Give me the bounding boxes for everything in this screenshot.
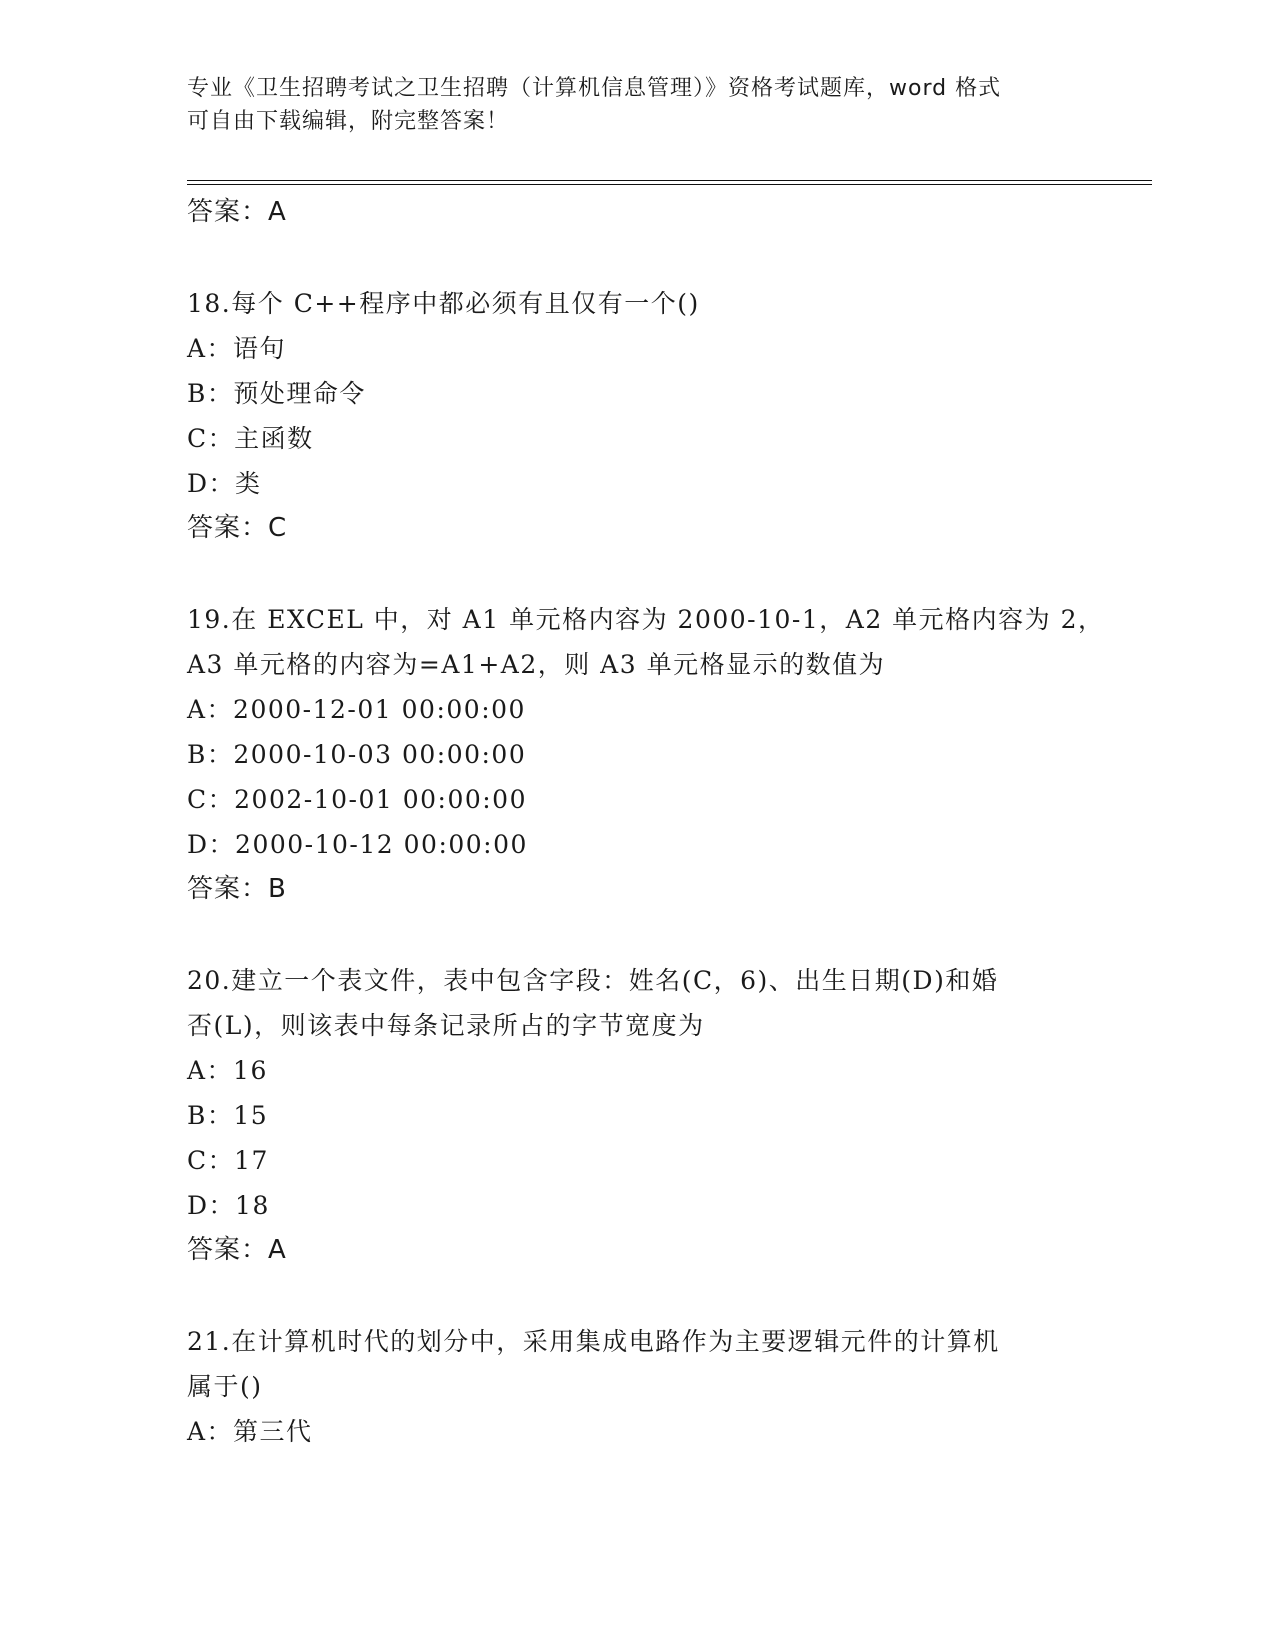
option-a: A：16 <box>187 1056 268 1085</box>
question-20 <box>187 958 1087 1273</box>
option-b: B：2000-10-03 00:00:00 <box>187 740 527 769</box>
spacer <box>187 912 1087 958</box>
option-d: D：2000-10-12 00:00:00 <box>187 830 528 859</box>
question-stem: 否(L)，则该表中每条记录所占的字节宽度为 <box>187 1011 705 1040</box>
option-b: B：15 <box>187 1101 269 1130</box>
option-a: A：第三代 <box>187 1417 313 1446</box>
option-a: A：2000-12-01 00:00:00 <box>187 695 526 724</box>
option-b: B：预处理命令 <box>187 379 366 408</box>
spacer <box>187 1273 1087 1319</box>
header-divider <box>187 180 1152 185</box>
answer-line: 答案：C <box>187 513 288 543</box>
option-c: C：2002-10-01 00:00:00 <box>187 785 527 814</box>
answer-line: 答案：A <box>187 1235 287 1265</box>
question-stem: 19.在 EXCEL 中，对 A1 单元格内容为 2000-10-1，A2 单元格内容为 2， <box>187 605 1105 634</box>
option-c: C：17 <box>187 1146 269 1175</box>
question-list <box>187 190 1105 1454</box>
question-18 <box>187 281 1087 551</box>
option-c: C：主函数 <box>187 424 314 453</box>
question-stem: 20.建立一个表文件，表中包含字段：姓名(C，6)、出生日期(D)和婚 <box>187 966 999 995</box>
spacer <box>187 551 1087 597</box>
question-stem: A3 单元格的内容为=A1+A2，则 A3 单元格显示的数值为 <box>187 650 886 679</box>
option-d: D：类 <box>187 469 262 498</box>
question-stem: 21.在计算机时代的划分中，采用集成电路作为主要逻辑元件的计算机 <box>187 1327 1000 1356</box>
header-line-1: 专业《卫生招聘考试之卫生招聘（计算机信息管理）》资格考试题库，word 格式 <box>187 76 1002 101</box>
question-21 <box>187 1319 1087 1454</box>
question-stem: 18.每个 C++程序中都必须有且仅有一个() <box>187 289 700 318</box>
document-header <box>187 72 1087 138</box>
spacer <box>187 235 1087 281</box>
question-19 <box>187 597 1105 912</box>
option-a: A：语句 <box>187 334 287 363</box>
answer-line: 答案：A <box>187 197 287 227</box>
question-stem: 属于() <box>187 1372 263 1401</box>
option-d: D：18 <box>187 1191 270 1220</box>
answer-line: 答案：B <box>187 874 287 904</box>
header-line-2: 可自由下载编辑，附完整答案！ <box>187 109 510 134</box>
